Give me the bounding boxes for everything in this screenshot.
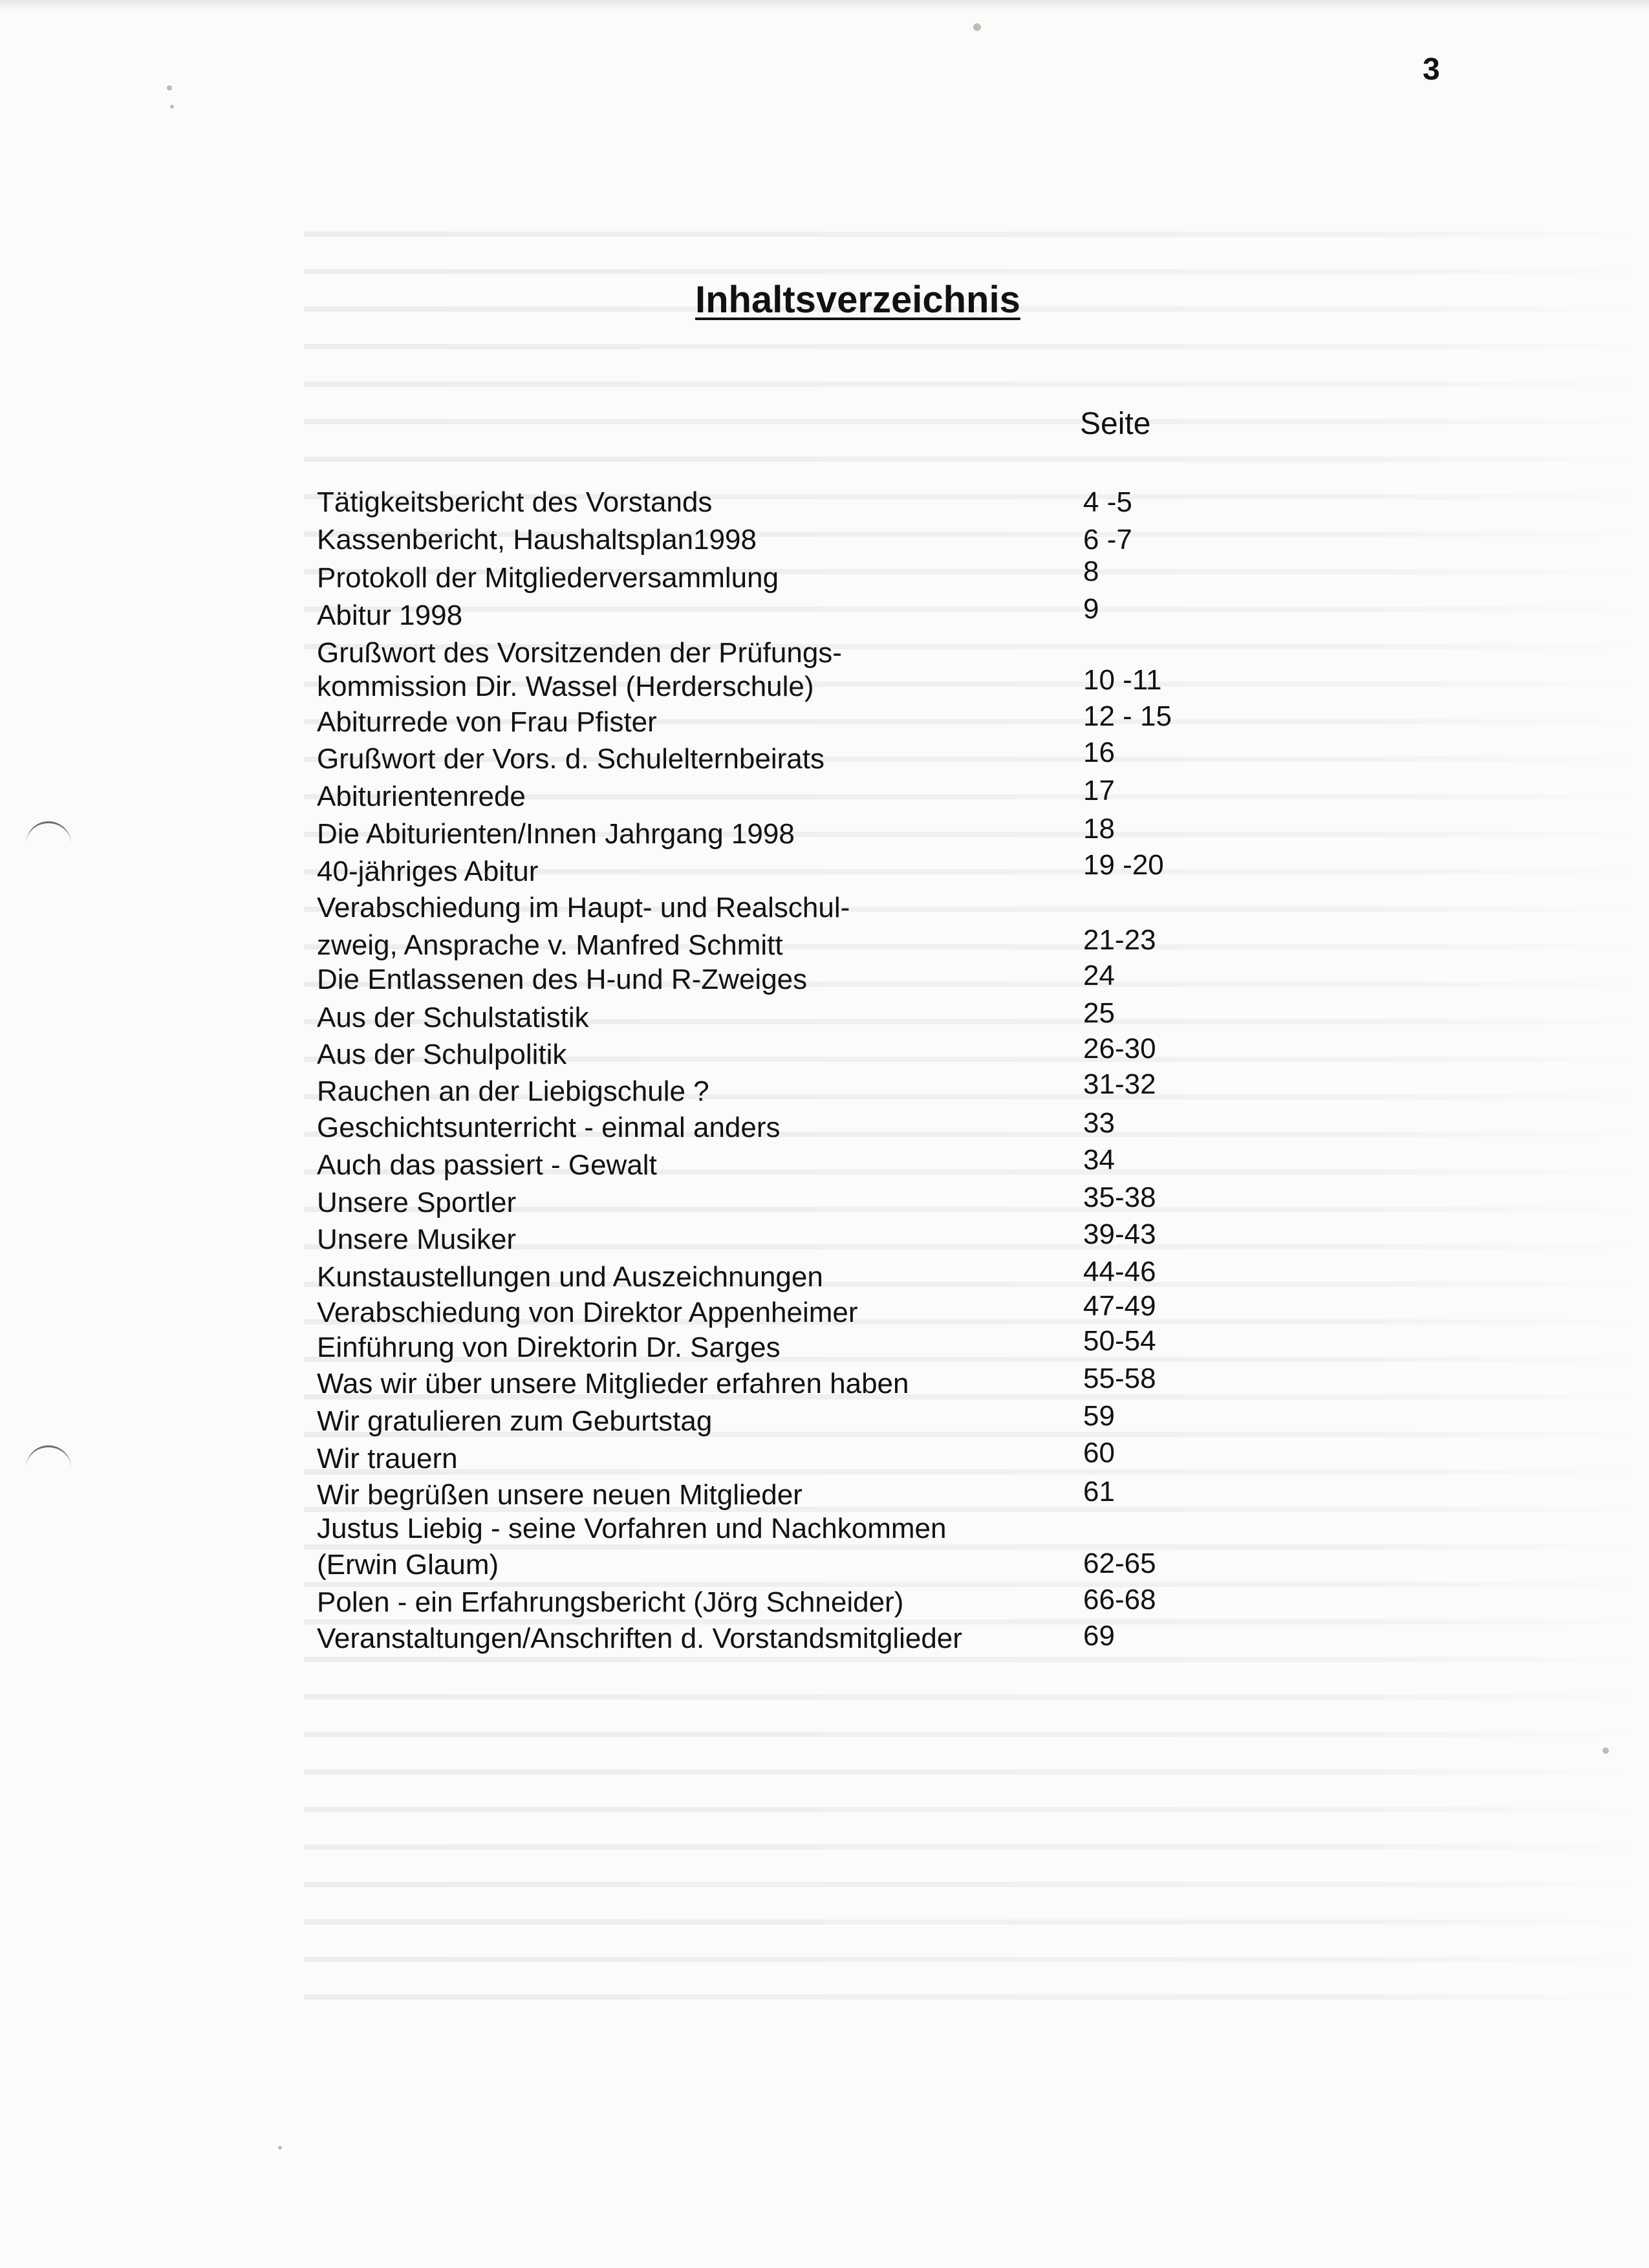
toc-entry-pages: 50-54: [1083, 1325, 1156, 1357]
toc-entry-pages: 6 -7: [1083, 524, 1132, 556]
toc-entry-title: Justus Liebig - seine Vorfahren und Nachkommen: [317, 1513, 947, 1544]
toc-entry-title: Aus der Schulstatistik: [317, 1002, 589, 1033]
toc-entry-pages: 4 -5: [1083, 486, 1132, 518]
toc-entry-title: Die Abiturienten/Innen Jahrgang 1998: [317, 818, 795, 850]
toc-entry-title: Protokoll der Mitgliederversammlung: [317, 562, 779, 594]
scan-speck: [278, 2146, 282, 2150]
toc-entry-title: kommission Dir. Wassel (Herderschule): [317, 671, 814, 702]
toc-entry-title: Unsere Sportler: [317, 1187, 517, 1218]
page-column-header: Seite: [1080, 407, 1151, 441]
toc-entry-title: Geschichtsunterricht - einmal anders: [317, 1112, 781, 1143]
toc-entry-title: Wir begrüßen unsere neuen Mitglieder: [317, 1479, 803, 1511]
toc-entry-title: Grußwort der Vors. d. Schulelternbeirats: [317, 743, 824, 775]
toc-entry-pages: 33: [1083, 1107, 1115, 1139]
toc-entry-pages: 9: [1083, 593, 1099, 625]
toc-entry-title: Rauchen an der Liebigschule ?: [317, 1075, 709, 1107]
toc-entry-pages: 25: [1083, 997, 1115, 1029]
scan-speck: [170, 105, 174, 109]
toc-entry-title: Abiturientenrede: [317, 781, 526, 812]
scan-speck: [1602, 1747, 1609, 1754]
toc-entry-title: Auch das passiert - Gewalt: [317, 1149, 657, 1181]
toc-entry-pages: 62-65: [1083, 1548, 1156, 1579]
toc-entry-title: Was wir über unsere Mitglieder erfahren haben: [317, 1368, 909, 1399]
toc-entry-pages: 17: [1083, 775, 1115, 806]
toc-entry-title: Einführung von Direktorin Dr. Sarges: [317, 1332, 781, 1363]
toc-entry-pages: 34: [1083, 1144, 1115, 1176]
toc-entry-title: Verabschiedung im Haupt- und Realschul-: [317, 892, 850, 923]
toc-entry-pages: 35-38: [1083, 1182, 1156, 1213]
toc-entry-pages: 16: [1083, 737, 1115, 768]
toc-entry-pages: 69: [1083, 1620, 1115, 1652]
toc-entry-title: Kassenbericht, Haushaltsplan1998: [317, 524, 757, 556]
toc-entry-title: Grußwort des Vorsitzenden der Prüfungs-: [317, 637, 842, 669]
page-title: Inhaltsverzeichnis: [695, 279, 1020, 321]
toc-entry-title: Kunstaustellungen und Auszeichnungen: [317, 1261, 823, 1293]
toc-entry-title: zweig, Ansprache v. Manfred Schmitt: [317, 929, 783, 961]
toc-entry-title: Abiturrede von Frau Pfister: [317, 706, 657, 738]
punch-hole-mark: [26, 821, 71, 849]
toc-entry-pages: 19 -20: [1083, 849, 1164, 881]
toc-entry-pages: 18: [1083, 813, 1115, 845]
toc-entry-pages: 60: [1083, 1437, 1115, 1469]
toc-entry-pages: 61: [1083, 1476, 1115, 1507]
toc-entry-pages: 8: [1083, 556, 1099, 587]
toc-entry-pages: 31-32: [1083, 1068, 1156, 1100]
toc-entry-title: Tätigkeitsbericht des Vorstands: [317, 486, 713, 518]
toc-entry-title: Aus der Schulpolitik: [317, 1039, 567, 1070]
scan-edge: [0, 0, 1649, 12]
toc-entry-title: 40-jähriges Abitur: [317, 856, 539, 887]
toc-entry-title: Polen - ein Erfahrungsbericht (Jörg Schneider): [317, 1586, 904, 1618]
toc-entry-title: Unsere Musiker: [317, 1224, 517, 1255]
toc-entry-pages: 26-30: [1083, 1033, 1156, 1064]
toc-entry-title: Abitur 1998: [317, 599, 463, 631]
toc-entry-title: Veranstaltungen/Anschriften d. Vorstandsmitglieder: [317, 1623, 962, 1654]
toc-entry-title: (Erwin Glaum): [317, 1549, 499, 1581]
toc-entry-title: Wir gratulieren zum Geburtstag: [317, 1405, 713, 1437]
toc-entry-title: Die Entlassenen des H-und R-Zweiges: [317, 964, 808, 995]
toc-entry-pages: 55-58: [1083, 1363, 1156, 1394]
scan-speck: [167, 85, 172, 91]
toc-entry-pages: 66-68: [1083, 1584, 1156, 1615]
punch-hole-mark: [26, 1445, 71, 1473]
page-number: 3: [1423, 52, 1440, 87]
toc-entry-pages: 47-49: [1083, 1290, 1156, 1322]
toc-entry-title: Verabschiedung von Direktor Appenheimer: [317, 1297, 858, 1328]
toc-entry-pages: 59: [1083, 1400, 1115, 1432]
scan-speck: [973, 23, 981, 31]
toc-entry-pages: 10 -11: [1083, 664, 1162, 696]
toc-entry-pages: 44-46: [1083, 1256, 1156, 1288]
toc-entry-pages: 21-23: [1083, 924, 1156, 956]
toc-entry-pages: 24: [1083, 960, 1115, 991]
toc-entry-pages: 39-43: [1083, 1218, 1156, 1250]
toc-entry-title: Wir trauern: [317, 1443, 458, 1474]
toc-entry-pages: 12 - 15: [1083, 700, 1172, 732]
